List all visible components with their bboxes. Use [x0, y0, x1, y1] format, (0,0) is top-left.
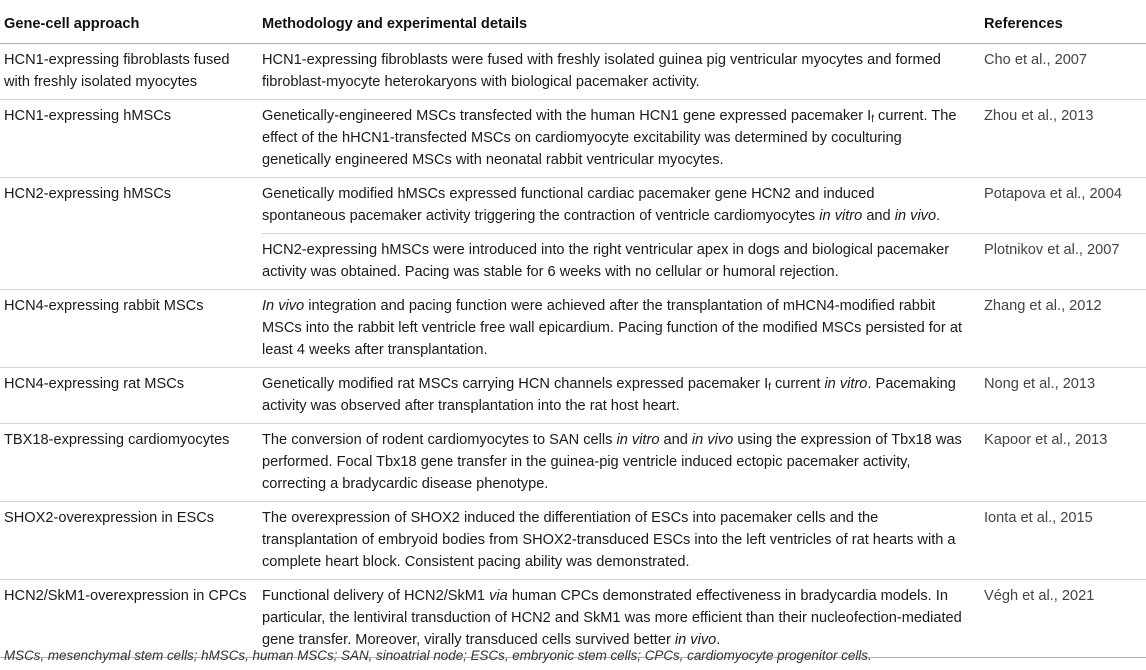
subscript-text: f — [768, 382, 771, 393]
text-segment: using the expression of Tbx18 was performed. Focal Tbx18 gene transfer in the guinea-pig ventricle induced ectopic pacemaker activity, correcting a bradycardic disease phenotype. — [262, 432, 962, 492]
cell-methodology — [262, 580, 980, 658]
text-segment: The overexpression of SHOX2 induced the differentiation of ESCs into pacemaker cells and the transplantation of embryoid bodies from SHOX2-transduced ESCs into the left ventricles of rat hearts with a complete heart block. Consistent pacing ability was demonstrated. — [262, 510, 956, 570]
text-segment: HCN1-expressing fibroblasts were fused with freshly isolated guinea pig ventricular myocytes and formed fibroblast-myocyte heterokaryons with biological pacemaker activity. — [262, 52, 941, 90]
table-row — [0, 178, 1146, 234]
text-segment: . — [716, 632, 721, 648]
cell-approach: HCN1-expressing hMSCs — [0, 100, 262, 178]
cell-methodology — [262, 368, 980, 424]
table-row — [0, 290, 1146, 368]
text-segment: and — [862, 208, 895, 224]
cell-methodology — [262, 424, 980, 502]
cell-methodology — [262, 290, 980, 368]
text-segment: integration and pacing function were achieved after the transplantation of mHCN4-modified rabbit MSCs into the rabbit left ventricle free wall epicardium. Pacing function of the modified MSCs persisted for at least 4 weeks after transplantation. — [262, 298, 963, 358]
italic-text: in vitro — [819, 208, 863, 224]
text-segment: human CPCs demonstrated effectiveness in bradycardia models. In particular, the lentiviral transduction of HCN2 and SkM1 was more efficient than their nucleofection-mediated gene transfer. Moreover, virally transduced cells survived better — [262, 588, 962, 648]
table-footnote: MSCs, mesenchymal stem cells; hMSCs, human MSCs; SAN, sinoatrial node; ESCs, embryonic stem cells; CPCs, cardiomyocyte progenitor cells. — [4, 648, 872, 663]
text-segment: Genetically modified hMSCs expressed functional cardiac pacemaker gene HCN2 and induced spontaneous pacemaker activity triggering the contraction of ventricle cardiomyocytes — [262, 186, 875, 224]
table-row — [0, 234, 1146, 290]
cell-approach: HCN2/SkM1-overexpression in CPCs — [0, 580, 262, 658]
cell-approach — [0, 234, 262, 290]
column-header-approach: Gene-cell approach — [0, 8, 262, 44]
gene-cell-approach-table — [0, 8, 1146, 658]
text-segment: current. The effect of the hHCN1-transfected MSCs on cardiomyocyte excitability was determined by coculturing genetically engineered MSCs with neonatal rabbit ventricular myocytes. — [262, 108, 957, 168]
cell-reference: Kapoor et al., 2013 — [980, 424, 1146, 502]
text-segment: The conversion of rodent cardiomyocytes to SAN cells — [262, 432, 617, 448]
cell-methodology — [262, 234, 980, 290]
table-row — [0, 502, 1146, 580]
text-segment: HCN2-expressing hMSCs were introduced into the right ventricular apex in dogs and biological pacemaker activity was obtained. Pacing was stable for 6 weeks with no cellular or humoral rejection. — [262, 242, 950, 280]
cell-reference: Ionta et al., 2015 — [980, 502, 1146, 580]
cell-reference: Nong et al., 2013 — [980, 368, 1146, 424]
italic-text: in vivo — [674, 632, 717, 648]
italic-text: in vitro — [616, 432, 660, 448]
cell-reference: Végh et al., 2021 — [980, 580, 1146, 658]
italic-text: in vitro — [824, 376, 868, 392]
cell-methodology — [262, 502, 980, 580]
text-segment: Genetically modified rat MSCs carrying HCN channels expressed pacemaker I — [262, 376, 769, 392]
table-header-row — [0, 8, 1146, 44]
cell-methodology — [262, 178, 980, 234]
subscript-text: f — [871, 114, 874, 125]
italic-text: In vivo — [262, 298, 305, 314]
table-row — [0, 44, 1146, 100]
cell-methodology — [262, 44, 980, 100]
cell-reference: Cho et al., 2007 — [980, 44, 1146, 100]
column-header-references: References — [980, 8, 1146, 44]
italic-text: in vivo — [894, 208, 937, 224]
text-segment: Functional delivery of HCN2/SkM1 — [262, 588, 490, 604]
table-row — [0, 580, 1146, 658]
cell-approach: SHOX2-overexpression in ESCs — [0, 502, 262, 580]
cell-reference: Zhou et al., 2013 — [980, 100, 1146, 178]
table-row — [0, 368, 1146, 424]
cell-reference: Potapova et al., 2004 — [980, 178, 1146, 234]
text-segment: current — [770, 376, 825, 392]
italic-text: via — [489, 588, 508, 604]
cell-reference: Zhang et al., 2012 — [980, 290, 1146, 368]
italic-text: in vivo — [691, 432, 734, 448]
text-segment: . Pacemaking activity was observed after transplantation into the rat host heart. — [262, 376, 956, 414]
cell-approach: HCN1-expressing fibroblasts fused with freshly isolated myocytes — [0, 44, 262, 100]
cell-approach: HCN4-expressing rat MSCs — [0, 368, 262, 424]
table-row — [0, 100, 1146, 178]
cell-approach: TBX18-expressing cardiomyocytes — [0, 424, 262, 502]
cell-approach: HCN2-expressing hMSCs — [4, 186, 172, 202]
table-row — [0, 424, 1146, 502]
cell-reference: Plotnikov et al., 2007 — [980, 234, 1146, 290]
text-segment: Genetically-engineered MSCs transfected with the human HCN1 gene expressed pacemaker I — [262, 108, 872, 124]
table-body — [0, 44, 1146, 658]
column-header-methodology: Methodology and experimental details — [262, 8, 980, 44]
text-segment: . — [936, 208, 941, 224]
text-segment: and — [659, 432, 692, 448]
cell-methodology — [262, 100, 980, 178]
cell-approach: HCN4-expressing rabbit MSCs — [0, 290, 262, 368]
